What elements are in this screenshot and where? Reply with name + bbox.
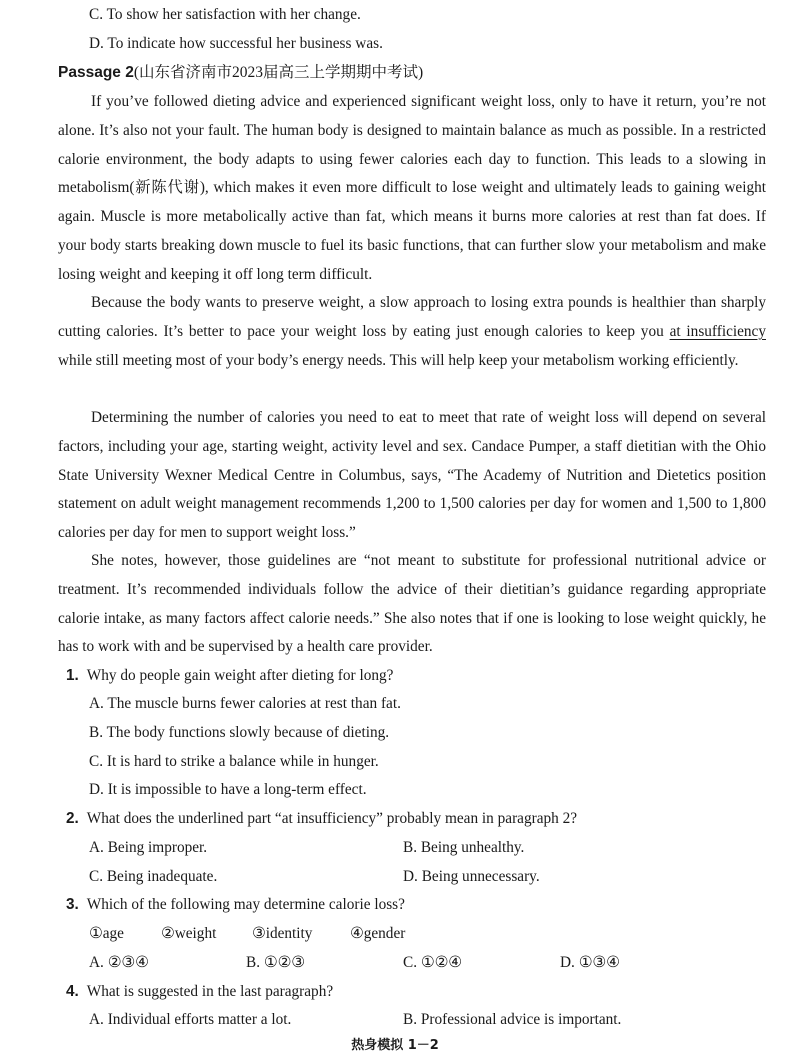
question-text: Why do people gain weight after dieting for long?: [86, 667, 394, 684]
passage-label: Passage 2: [58, 64, 134, 81]
q4-option-a: A. Individual efforts matter a lot.: [89, 1011, 292, 1028]
paragraph-4: She notes, however, those guidelines are “not meant to substitute for professional nutritional advice or treatment. It’s recommended individuals follow the advice of their dietitian’s guidance regarding appropriate calorie intake, as many factors affect calorie needs.” She also notes that if one is looking to lose weight quickly, he has to work with and be supervised by a health care provider.: [58, 552, 766, 656]
question-text: What is suggested in the last paragraph?: [86, 983, 334, 1000]
q3-item-1: ①age: [89, 925, 124, 942]
question-number: 2.: [66, 810, 79, 827]
paragraph-2: [58, 289, 766, 375]
prev-option-d: D. To indicate how successful her business was.: [89, 35, 383, 52]
paragraph-2-before: Because the body wants to preserve weight, a slow approach to losing extra pounds is healthier than sharply cutting calories. It’s better to pace your weight loss by eating just enough calories to keep you: [58, 294, 766, 340]
q2-option-a: A. Being improper.: [89, 839, 208, 856]
q3-item-2: ②weight: [161, 925, 217, 942]
question-text: Which of the following may determine calorie loss?: [86, 896, 405, 913]
question-1: [66, 666, 393, 686]
q1-option-a: A. The muscle burns fewer calories at rest than fat.: [89, 695, 401, 712]
question-number: 4.: [66, 983, 79, 1000]
q1-option-c: C. It is hard to strike a balance while in hunger.: [89, 753, 379, 770]
question-2: [66, 809, 577, 829]
q1-option-b: B. The body functions slowly because of dieting.: [89, 724, 390, 741]
q2-option-d: D. Being unnecessary.: [403, 868, 540, 885]
q3-option-a: A. ②③④: [89, 954, 149, 971]
question-number: 3.: [66, 896, 79, 913]
q3-option-c: C. ①②④: [403, 954, 462, 971]
q2-option-b: B. Being unhealthy.: [403, 839, 525, 856]
q4-option-b: B. Professional advice is important.: [403, 1011, 622, 1028]
question-text: What does the underlined part “at insufficiency” probably mean in paragraph 2?: [86, 810, 578, 827]
underlined-phrase: at insufficiency: [669, 322, 766, 340]
question-4: [66, 982, 333, 1002]
page-footer: 热身模拟 1－2: [351, 1038, 439, 1053]
q3-item-4: ④gender: [350, 925, 406, 942]
q1-option-d: D. It is impossible to have a long-term effect.: [89, 781, 367, 798]
q3-item-3: ③identity: [252, 925, 313, 942]
paragraph-2-after: while still meeting most of your body’s energy needs. This will help keep your metabolism working efficiently.: [58, 351, 739, 369]
q3-option-b: B. ①②③: [246, 954, 305, 971]
q2-option-c: C. Being inadequate.: [89, 868, 218, 885]
passage-heading: [58, 63, 423, 83]
paragraph-3: Determining the number of calories you need to eat to meet that rate of weight loss will depend on several factors, including your age, starting weight, activity level and sex. Candace Pumper, a staff dietitian with the Ohio State University Wexner Medical Centre in Columbus, says, “The Academy of Nutrition and Dietetics position statement on adult weight management recommends 1,200 to 1,500 calories per day for women and 1,500 to 1,800 calories per day for men to support weight loss.”: [58, 409, 766, 541]
question-number: 1.: [66, 667, 79, 684]
question-3: [66, 895, 405, 915]
prev-option-c: C. To show her satisfaction with her change.: [89, 6, 361, 23]
passage-source: (山东省济南市2023届高三上学期期中考试): [133, 64, 424, 81]
q3-option-d: D. ①③④: [560, 954, 620, 971]
paragraph-1: If you’ve followed dieting advice and experienced significant weight loss, only to have it return, you’re not alone. It’s also not your fault. The human body is designed to maintain balance as much as possible. In a restricted calorie environment, the body adapts to using fewer calories each day to function. This leads to a slowing in metabolism(新陈代谢), which makes it even more difficult to lose weight and ultimately leads to gaining weight again. Muscle is more metabolically active than fat, which means it burns more calories at rest than fat does. If your body starts breaking down muscle to fuel its basic functions, that can further slow your metabolism and make losing weight and keeping it off long term difficult.: [58, 93, 766, 283]
